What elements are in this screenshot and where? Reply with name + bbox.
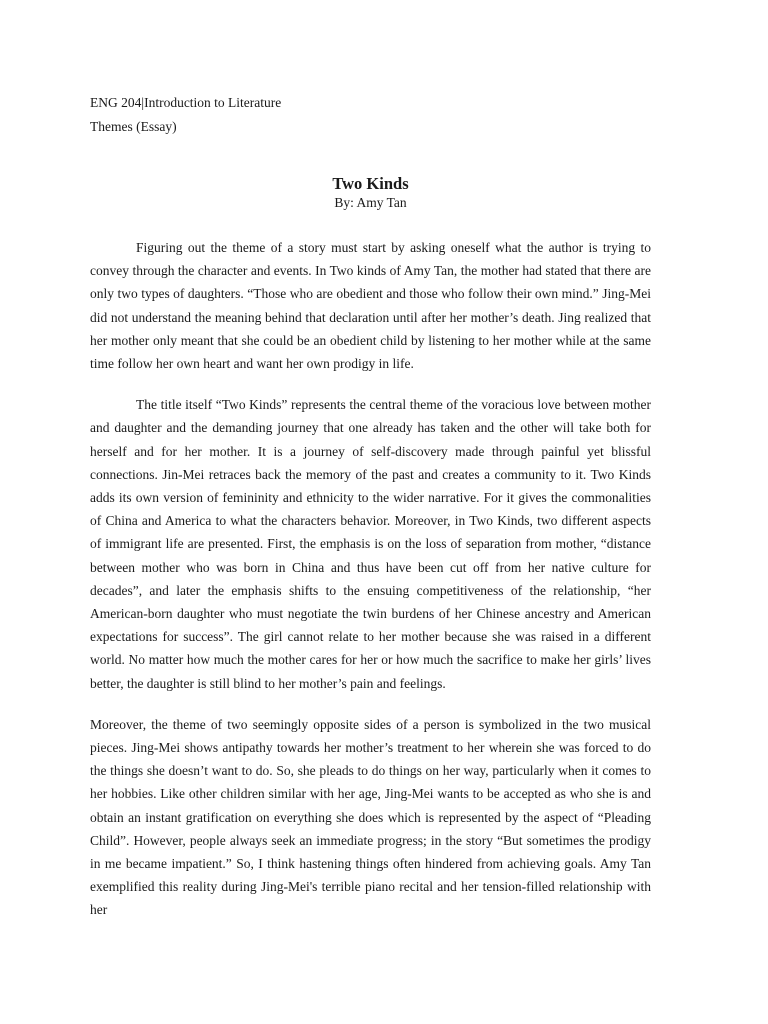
essay-paragraph-1: Figuring out the theme of a story must start by asking oneself what the author is trying to convey through the character and events. In Two kinds of Amy Tan, the mother had stated that there are only two types of daughters. “Those who are obedient and those who follow their own mind.” Jing-Mei did not understand the meaning behind that declaration until after her mother’s death. Jing realized that her mother only meant that she could be an obedient child by listening to her mother while at the same time follow her own heart and want her own prodigy in life. (90, 240, 651, 372)
essay-paragraph-3: Moreover, the theme of two seemingly opposite sides of a person is symbolized in the two musical pieces. Jing-Mei shows antipathy towards her mother’s treatment to her wherein she was forced to do the things she doesn’t want to do. So, she pleads to do things on her way, particularly when it comes to her hobbies. Like other children similar with her age, Jing-Mei wants to be accepted as who she is and obtain an instant gratification on everything she does which is represented by the aspect of “Pleading Child”. However, people always seek an immediate progress; in the story “But sometimes the prodigy in me became impatient.” So, I think hastening things often hindered from achieving goals. Amy Tan exemplified this reality during Jing-Mei's terrible piano recital and her tension-filled relationship with her (90, 716, 651, 918)
document-page (90, 91, 651, 922)
essay-title: Two Kinds (332, 174, 409, 193)
assignment-header: Themes (Essay) (90, 119, 177, 134)
essay-paragraph-2: The title itself “Two Kinds” represents the central theme of the voracious love between mother and daughter and the demanding journey that one already has taken and the other will take both for herself and for her mother. It is a journey of self-discovery made through painful yet blissful connections. Jin-Mei retraces back the memory of the past and creates a community to it. Two Kinds adds its own version of femininity and ethnicity to the wider narrative. For it gives the commonalities of China and America to what the characters behavior. Moreover, in Two Kinds, two different aspects of immigrant life are presented. First, the emphasis is on the loss of separation from mother, “distance between mother who was born in China and thus have been cut off from her native culture for decades”, and later the emphasis shifts to the ensuing competitiveness of the relationship, “her American-born daughter who must negotiate the twin burdens of her Chinese ancestry and American expectations for success”. The girl cannot relate to her mother because she was raised in a different world. No matter how much the mother cares for her or how much the sacrifice to make her girls’ lives better, the daughter is still blind to her mother’s pain and feelings. (90, 397, 651, 691)
course-header: ENG 204|Introduction to Literature (90, 95, 282, 110)
essay-byline: By: Amy Tan (334, 195, 407, 210)
